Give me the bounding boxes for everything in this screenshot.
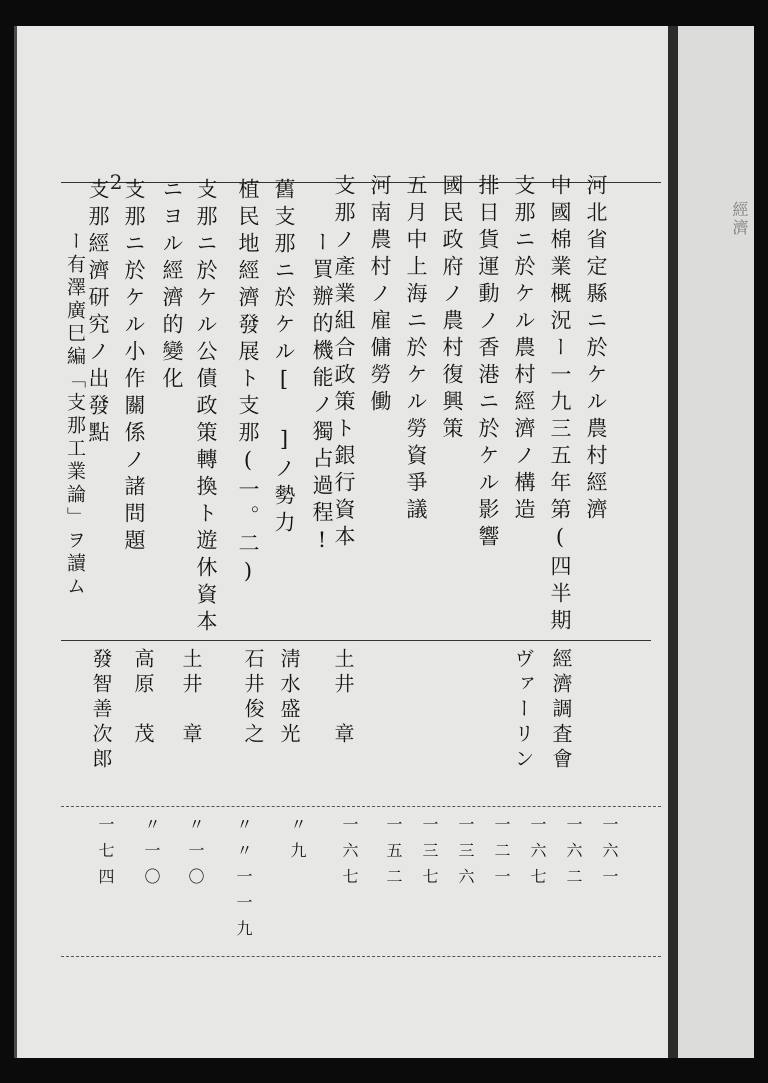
page-ref-11: 〃一〇 — [186, 816, 205, 894]
article-title-12: 支那ニ於ケル小作關係ノ諸問題 — [122, 178, 146, 556]
page-ref-13: 一七四 — [96, 816, 115, 894]
article-title-10: 植民地經濟發展ト支那(一。二) — [236, 178, 260, 589]
page-ref-8: 一六七 — [340, 816, 359, 894]
facing-page-edge — [678, 26, 754, 1058]
article-title-8: 支那ノ產業組合政策ト銀行資本 — [332, 174, 356, 552]
author-10: 石井俊之 — [241, 648, 265, 748]
article-title-9: 舊支那ニ於ケル[ ]ノ勢力 — [272, 178, 296, 538]
document-page — [14, 26, 671, 1058]
page-ref-4: 一二一 — [492, 816, 511, 894]
middle-rule — [61, 640, 651, 641]
author-11: 土井 章 — [179, 648, 203, 748]
book-spine-shadow — [668, 26, 678, 1058]
bottom-rule — [61, 956, 661, 957]
author-page-rule — [61, 806, 661, 807]
article-title-6: 五月中上海ニ於ケル勞資爭議 — [404, 174, 428, 525]
page-ref-1: 一六一 — [600, 816, 619, 894]
page-ref-2: 一六二 — [564, 816, 583, 894]
page-ref-3: 一六七 — [528, 816, 547, 894]
article-title-11: 支那ニ於ケル公債政策轉換ト遊休資本 — [194, 178, 218, 637]
page-ref-6: 一三七 — [420, 816, 439, 894]
author-3: ヴァーリン — [511, 648, 535, 773]
article-title-13-sub: ー有澤廣巳編「支那工業論」ヲ讀ム — [64, 231, 86, 599]
author-12: 高原 茂 — [131, 648, 155, 748]
article-title-4: 排日貨運動ノ香港ニ於ケル影響 — [476, 174, 500, 552]
facing-page-text: 經濟 — [730, 201, 749, 237]
article-title-7: 河南農村ノ雇傭勞働 — [368, 174, 392, 417]
author-13: 發智善次郎 — [89, 648, 113, 773]
page-ref-5: 一三六 — [456, 816, 475, 894]
article-title-5: 國民政府ノ農村復興策 — [440, 174, 464, 444]
page-ref-9: 〃九 — [288, 816, 307, 868]
author-2: 經濟調査會 — [549, 648, 573, 773]
article-title-11-sub: ニヨル經濟的變化 — [160, 178, 184, 394]
page-number: −2− — [91, 170, 144, 194]
author-8: 土井 章 — [331, 648, 355, 748]
article-title-3: 支那ニ於ケル農村經濟ノ構造 — [512, 174, 536, 525]
page-ref-12: 〃一〇 — [142, 816, 161, 894]
page-ref-10: 〃〃一一九 — [234, 816, 253, 946]
article-title-1: 河北省定縣ニ於ケル農村經濟 — [584, 174, 608, 525]
article-title-13: 支那經濟研究ノ出發點 — [86, 178, 110, 448]
article-title-2: 中國棉業概況ー一九三五年第(四半期 — [548, 174, 572, 636]
page-ref-7: 一五二 — [384, 816, 403, 894]
article-title-8-sub: ー買辦的機能ノ獨占過程! — [310, 231, 334, 558]
author-9: 淸水盛光 — [277, 648, 301, 748]
